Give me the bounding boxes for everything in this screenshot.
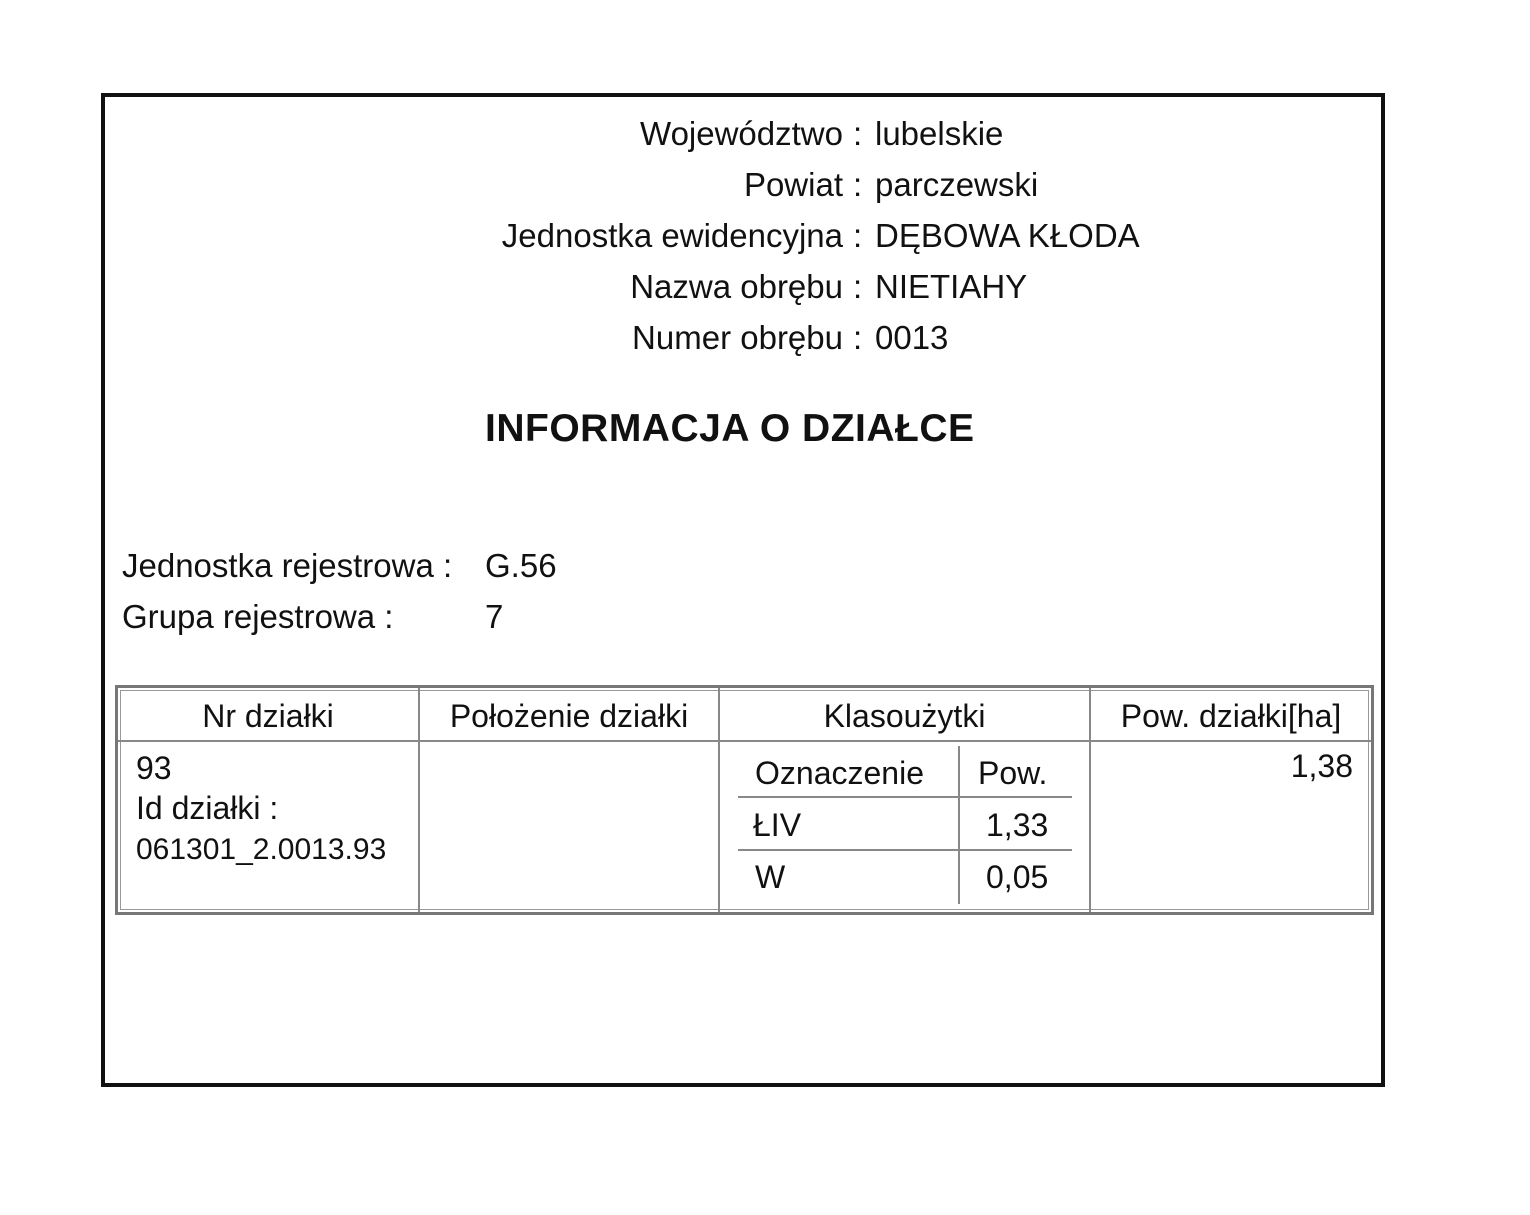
parcel-table — [115, 685, 1374, 915]
voivodeship-value: lubelskie — [875, 115, 1004, 152]
voivodeship-label: Województwo — [640, 115, 843, 152]
registry-unit-row — [122, 546, 452, 586]
header-parcel-location: Położenie działki — [449, 698, 689, 734]
county-label: Powiat — [743, 166, 843, 203]
parcel-id: 061301_2.0013.93 — [136, 833, 387, 866]
parcel-id-label: Id działki : — [136, 790, 279, 826]
header-parcel-area: Pow. działki[ha] — [1120, 698, 1342, 734]
classes-column-divider — [958, 746, 960, 904]
registry-unit-value: DĘBOWA KŁODA — [875, 217, 1140, 254]
county-colon: : — [853, 166, 863, 203]
precinct-number-label: Numer obrębu — [632, 319, 843, 356]
class-row-2-designation: W — [755, 859, 786, 895]
registry-group-row-value: 7 — [485, 598, 504, 635]
header-land-classes: Klasoużytki — [823, 698, 986, 734]
classes-header-area: Pow. — [978, 755, 1048, 791]
voivodeship-colon: : — [853, 115, 863, 152]
precinct-number-value: 0013 — [875, 319, 949, 356]
document-frame — [101, 93, 1385, 1087]
classes-header-divider — [738, 796, 1072, 798]
class-row-2-area: 0,05 — [986, 859, 1049, 895]
table-header-divider — [118, 740, 1371, 742]
registry-unit-colon: : — [853, 217, 863, 254]
class-row-1-area: 1,33 — [986, 807, 1049, 843]
precinct-name-label: Nazwa obrębu — [630, 268, 843, 305]
registry-unit-row-value: G.56 — [485, 547, 557, 584]
registry-unit-label: Jednostka ewidencyjna — [501, 217, 843, 254]
registry-unit-row-label: Jednostka rejestrowa : — [122, 547, 453, 584]
classes-header-designation: Oznaczenie — [755, 755, 924, 791]
class-row-1-designation: ŁIV — [753, 807, 802, 843]
precinct-number-colon: : — [853, 319, 863, 356]
document-title: INFORMACJA O DZIAŁCE — [485, 407, 975, 450]
parcel-total-area: 1,38 — [1290, 748, 1353, 784]
precinct-name-colon: : — [853, 268, 863, 305]
classes-row-divider — [738, 849, 1072, 851]
registry-group-row-label: Grupa rejestrowa : — [122, 598, 394, 635]
header-parcel-number: Nr działki — [202, 698, 334, 734]
parcel-number: 93 — [136, 750, 172, 786]
registry-group-row — [122, 597, 393, 637]
county-value: parczewski — [875, 166, 1039, 203]
precinct-name-value: NIETIAHY — [875, 268, 1028, 305]
